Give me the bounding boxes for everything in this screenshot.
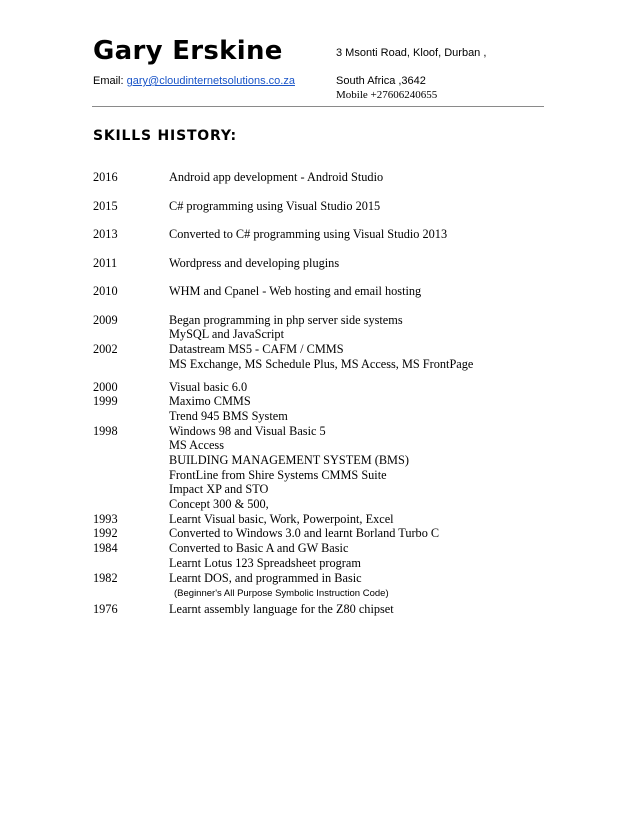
- skill-text: Learnt DOS, and programmed in Basic: [169, 570, 362, 585]
- skill-row: [93, 571, 553, 586]
- email-label: Email:: [93, 75, 127, 87]
- skill-row: [93, 602, 553, 617]
- skill-year: 1982: [93, 570, 118, 585]
- email-line: [93, 74, 295, 88]
- skill-year: 1999: [93, 394, 118, 409]
- skill-year: 1998: [93, 423, 118, 438]
- skill-row: [93, 357, 553, 380]
- skill-text: Maximo CMMS: [169, 394, 251, 409]
- skill-year: 1993: [93, 511, 118, 526]
- skill-year: 2015: [93, 198, 118, 213]
- skill-row: [93, 227, 553, 256]
- skill-row: [93, 512, 553, 527]
- skill-row: [93, 541, 553, 556]
- skill-row: [93, 482, 553, 497]
- header-divider: [92, 106, 544, 107]
- skill-row: [93, 556, 553, 571]
- skill-text: Learnt Visual basic, Work, Powerpoint, Excel: [169, 511, 394, 526]
- skill-row: [93, 497, 553, 512]
- skill-year: 2010: [93, 284, 118, 298]
- skill-row: [93, 342, 553, 357]
- skill-text: Learnt Lotus 123 Spreadsheet program: [169, 555, 361, 570]
- skill-text: FrontLine from Shire Systems CMMS Suite: [169, 467, 387, 482]
- address-line-1: 3 Msonti Road, Kloof, Durban ,: [336, 47, 487, 59]
- skill-year: 2011: [93, 255, 118, 270]
- skill-row: [93, 526, 553, 541]
- skill-row: [93, 586, 553, 602]
- skill-text: Concept 300 & 500,: [169, 497, 269, 512]
- skill-text: Converted to Windows 3.0 and learnt Borland Turbo C: [169, 526, 440, 541]
- skill-year: 1984: [93, 541, 118, 556]
- skill-year: 2009: [93, 312, 118, 327]
- skill-row: [93, 394, 553, 409]
- skill-text: Visual basic 6.0: [169, 379, 248, 394]
- candidate-name: Gary Erskine: [93, 36, 283, 66]
- skill-row: [93, 284, 553, 313]
- skill-text: Windows 98 and Visual Basic 5: [169, 423, 326, 438]
- skill-row: [93, 438, 553, 453]
- skill-text: BUILDING MANAGEMENT SYSTEM (BMS): [169, 453, 409, 467]
- skill-text: Wordpress and developing plugins: [169, 255, 340, 270]
- skill-row: [93, 453, 553, 468]
- skill-text: WHM and Cpanel - Web hosting and email hosting: [169, 284, 422, 298]
- skill-row: [93, 199, 553, 228]
- skill-row: [93, 170, 553, 199]
- skill-text: Impact XP and STO: [169, 482, 269, 497]
- skill-text: Android app development - Android Studio: [169, 170, 384, 184]
- mobile-number: Mobile +27606240655: [336, 89, 438, 101]
- skill-year: 1992: [93, 526, 118, 541]
- skill-year: 2013: [93, 227, 118, 241]
- skills-list: [93, 170, 553, 616]
- email-link[interactable]: gary@cloudinternetsolutions.co.za: [126, 75, 295, 87]
- skill-text: Datastream MS5 - CAFM / CMMS: [169, 341, 344, 356]
- skill-text: Converted to C# programming using Visual Studio 2013: [169, 227, 448, 241]
- skill-row: [93, 327, 553, 342]
- skill-row: [93, 256, 553, 285]
- skill-row: [93, 424, 553, 439]
- skill-text: Trend 945 BMS System: [169, 408, 288, 423]
- skill-row: [93, 380, 553, 395]
- skill-text: MS Access: [169, 438, 224, 453]
- skill-year: 2000: [93, 379, 118, 394]
- skill-text: Converted to Basic A and GW Basic: [169, 541, 349, 556]
- skill-text: Began programming in php server side systems: [169, 312, 403, 327]
- skill-text: Learnt assembly language for the Z80 chipset: [169, 601, 394, 616]
- address-line-2: South Africa ,3642: [336, 75, 426, 87]
- skill-year: 2016: [93, 170, 118, 184]
- skill-note: (Beginner's All Purpose Symbolic Instruction Code): [174, 587, 389, 599]
- skill-text: MS Exchange, MS Schedule Plus, MS Access, MS FrontPage: [169, 356, 474, 371]
- skill-row: [93, 313, 553, 328]
- skill-text: MySQL and JavaScript: [169, 327, 284, 342]
- skill-year: 2002: [93, 341, 118, 356]
- skill-row: [93, 468, 553, 483]
- skill-year: 1976: [93, 601, 118, 616]
- skill-row: [93, 409, 553, 424]
- skill-text: C# programming using Visual Studio 2015: [169, 198, 381, 213]
- section-heading: SKILLS HISTORY:: [93, 128, 237, 144]
